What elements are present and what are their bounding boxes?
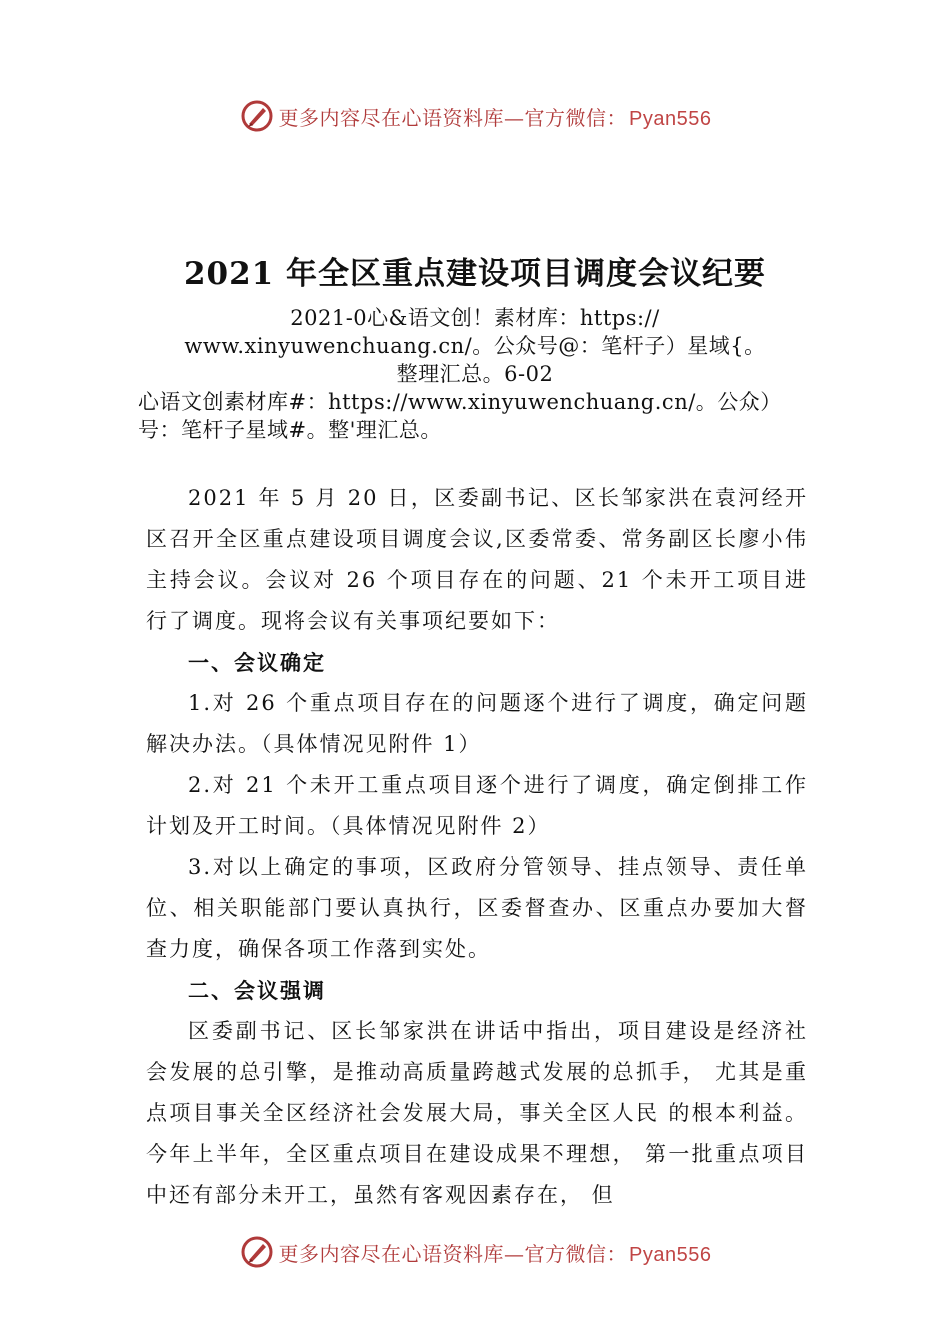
footer-watermark-banner xyxy=(0,1232,950,1272)
banner-text: 更多内容尽在心语资料库—官方微信： Pyan556 xyxy=(278,1241,712,1266)
item-2-paragraph: 2.对 21 个未开工重点项目逐个进行了调度，确定倒排工作计划及开工时间。（具体情况见附件 2） xyxy=(146,773,808,838)
meta-line-5: 号：笔杆子星域#。整'理汇总。 xyxy=(138,418,442,442)
pen-seal-logo-icon xyxy=(239,98,275,134)
meta-line-2: www.xinyuwenchuang.cn/。公众号@：笔杆子）星域{。 xyxy=(184,334,766,358)
item-3-paragraph: 3.对以上确定的事项，区政府分管领导、挂点领导、责任单位、相关职能部门要认真执行，区委督查办、区重点办要加大督查力度，确保各项工作落到实处。 xyxy=(146,855,808,961)
pen-seal-logo-icon xyxy=(239,1234,275,1270)
meta-line-1: 2021-0心&语文创！素材库：https:// xyxy=(290,306,660,330)
emphasis-paragraph: 区委副书记、区长邹家洪在讲话中指出，项目建设是经济社会发展的总引擎，是推动高质量跨越式发展的总抓手， 尤其是重点项目事关全区经济社会发展大局，事关全区人民 的根本利益。今年上半年，全区重点项目在建设成果不理想， 第一批重点项目中还有部分未开工，虽然有客观因素存在， 但 xyxy=(146,1019,808,1207)
document-title: 2021 年全区重点建设项目调度会议纪要 xyxy=(183,256,767,292)
intro-paragraph: 2021 年 5 月 20 日，区委副书记、区长邹家洪在袁河经开区召开全区重点建设项目调度会议,区委常委、常务副区长廖小伟主持会议。会议对 26 个项目存在的问题、21 个未开工项目进行了调度。现将会议有关事项纪要如下： xyxy=(146,486,808,633)
item-1-paragraph: 1.对 26 个重点项目存在的问题逐个进行了调度，确定问题解决办法。（具体情况见附件 1） xyxy=(146,691,808,756)
section-heading-1: 一、会议确定 xyxy=(188,650,326,675)
header-watermark-banner xyxy=(0,96,950,136)
meta-line-4: 心语文创素材库#：https://www.xinyuwenchuang.cn/。公众） xyxy=(138,390,782,414)
banner-text: 更多内容尽在心语资料库—官方微信： Pyan556 xyxy=(278,105,712,130)
document-body xyxy=(146,478,808,1216)
meta-line-3: 整理汇总。6-02 xyxy=(396,362,554,386)
section-heading-2: 二、会议强调 xyxy=(188,978,326,1003)
